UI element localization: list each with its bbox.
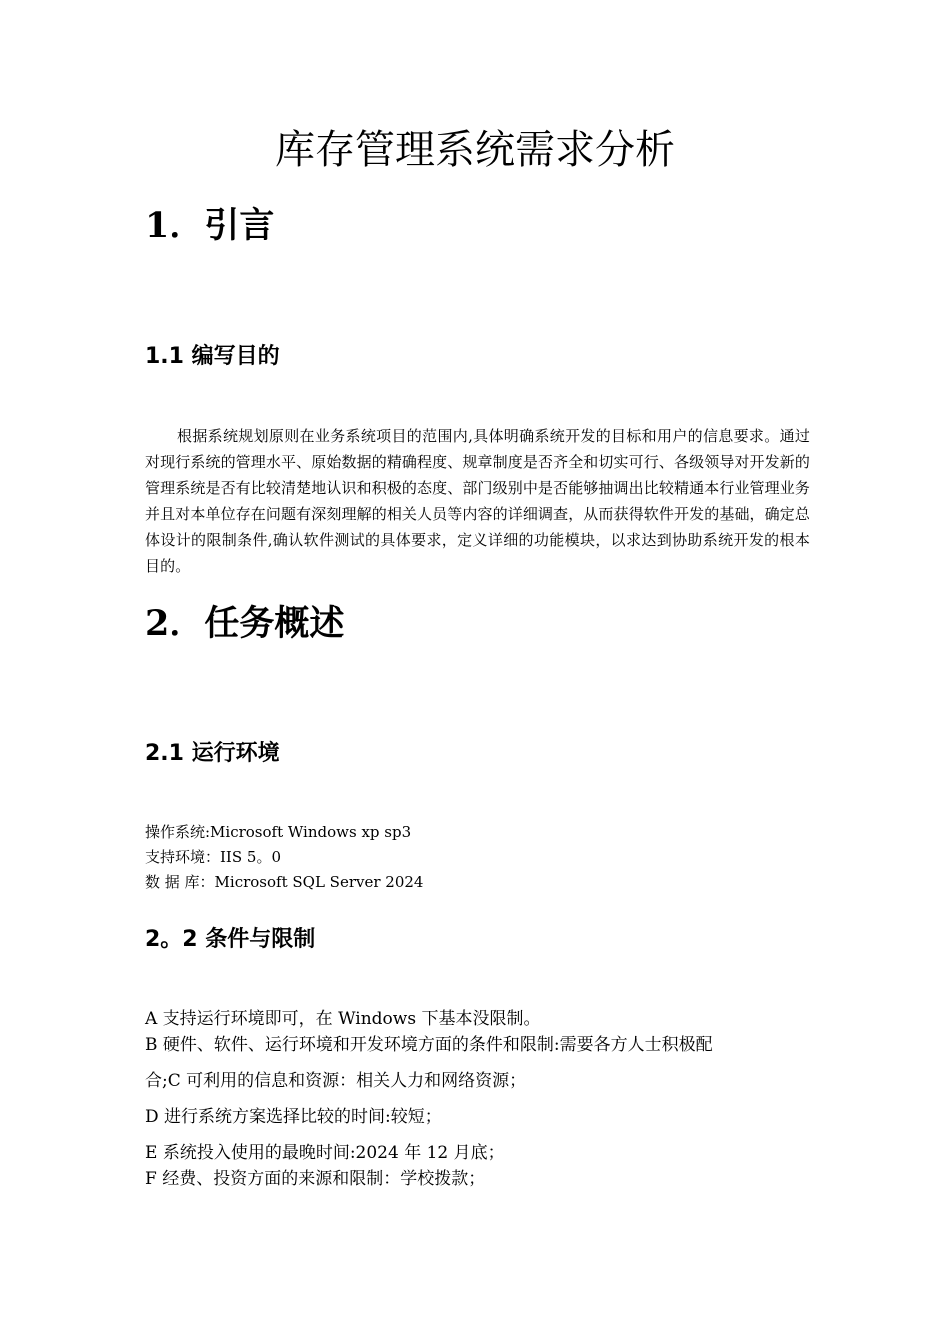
condition-b: B 硬件、软件、运行环境和开发环境方面的条件和限制:需要各方人士积极配 (145, 1035, 713, 1055)
section-2-1-heading: 2.1 运行环境 (145, 741, 280, 766)
section-2-heading: 2．任务概述 (145, 603, 345, 644)
condition-d: D 进行系统方案选择比较的时间:较短； (145, 1107, 442, 1127)
document-title: 库存管理系统需求分析 (275, 127, 675, 173)
condition-a: A 支持运行环境即可，在 Windows 下基本没限制。 (145, 1009, 541, 1029)
environment-list (145, 820, 810, 895)
condition-c: 合;C 可利用的信息和资源：相关人力和网络资源； (145, 1071, 527, 1091)
section-2-2-heading: 2。2 条件与限制 (145, 927, 316, 952)
purpose-paragraph: 根据系统规划原则在业务系统项目的范围内,具体明确系统开发的目标和用户的信息要求。通过对现行系统的管理水平、原始数据的精确程度、规章制度是否齐全和切实可行、各级领导对开发新的管理系统是否有比较清楚地认识和积极的态度、部门级别中是否能够抽调出比较精通本行业管理业务并且对本单位存在问题有深刻理解的相关人员等内容的详细调查，从而获得软件开发的基础，确定总体设计的限制条件,确认软件测试的具体要求，定义详细的功能模块，以求达到协助系统开发的根本目的。 (145, 427, 810, 575)
condition-e: E 系统投入使用的最晚时间:2024 年 12 月底； (145, 1143, 505, 1163)
section-1-heading: 1．引言 (145, 205, 275, 246)
environment-support: 支持环境：IIS 5。0 (145, 848, 281, 866)
section-1-1-heading: 1.1 编写目的 (145, 344, 280, 369)
condition-f: F 经费、投资方面的来源和限制：学校拨款； (145, 1169, 486, 1189)
environment-os: 操作系统:Microsoft Windows xp sp3 (145, 823, 412, 841)
environment-database: 数 据 库：Microsoft SQL Server 2024 (145, 873, 424, 891)
